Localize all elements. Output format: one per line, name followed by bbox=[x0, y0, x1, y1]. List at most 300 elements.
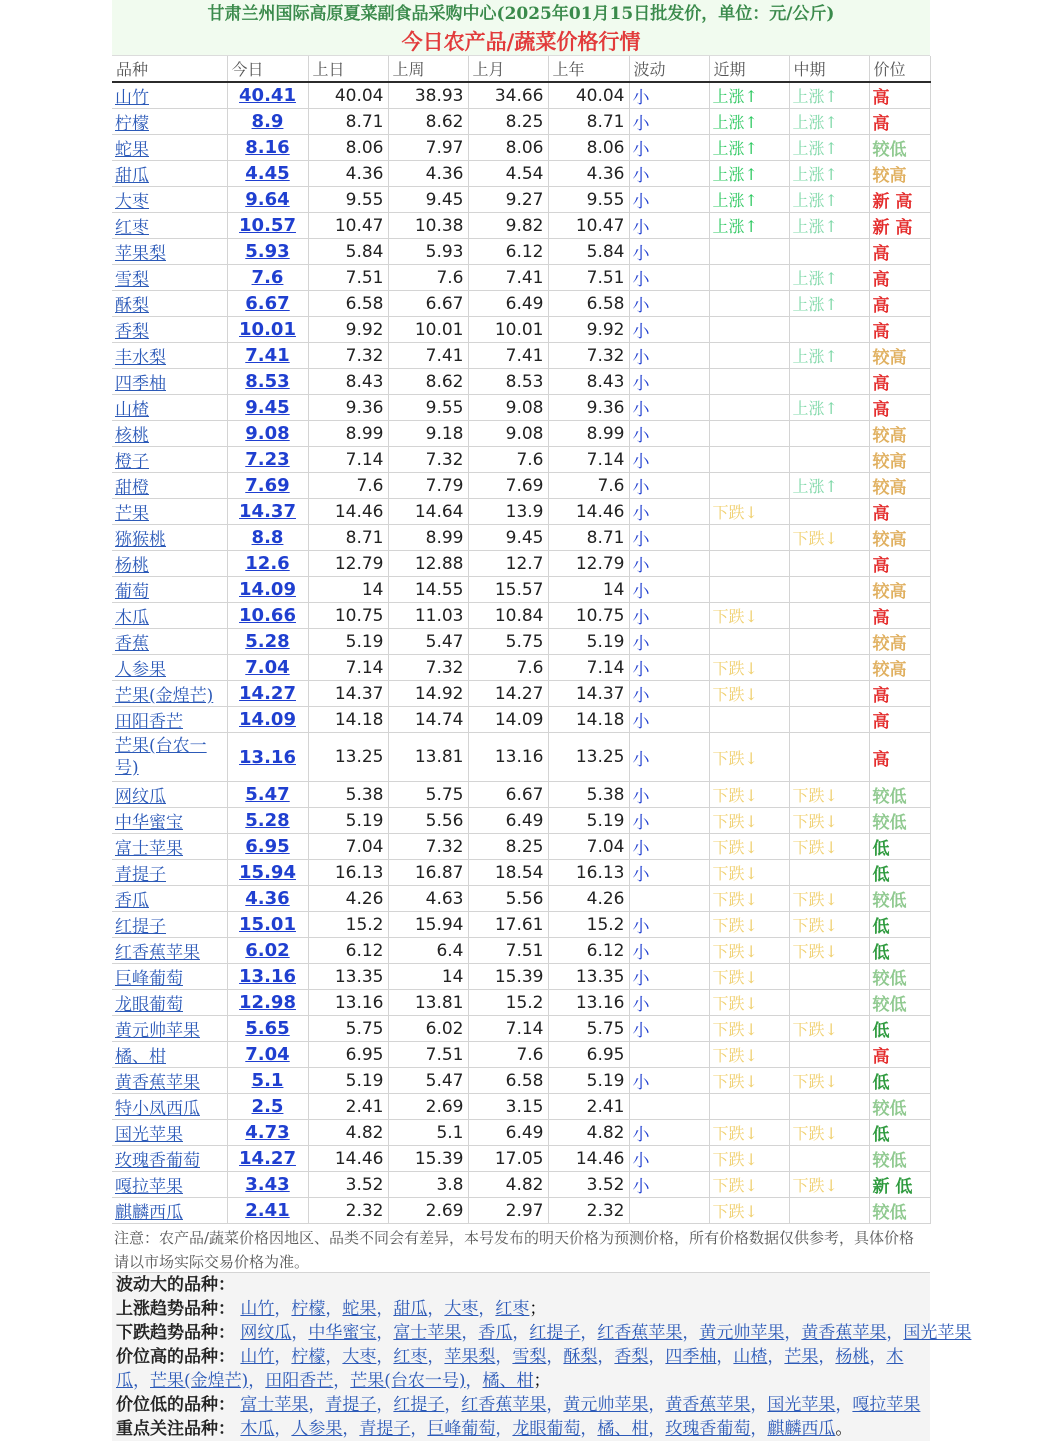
col-header-near-trend: 近期 bbox=[709, 56, 789, 82]
summary-row: 价位高的品种： 山竹，柠檬，大枣，红枣，苹果梨，雪梨，酥梨，香梨，四季柚，山楂，芒果，杨桃，木瓜，芒果(金煌芒)，田阳香芒，芒果(台农一号)，橘、柑； bbox=[116, 1347, 904, 1391]
summary-item-link[interactable]: 橘、柑 bbox=[597, 1419, 649, 1439]
near-term-trend: 下跌↓ bbox=[709, 1042, 789, 1068]
today-price-link[interactable]: 7.04 bbox=[245, 657, 290, 678]
product-name-link[interactable]: 红枣 bbox=[115, 218, 149, 238]
today-price-cell bbox=[227, 499, 308, 525]
product-name-link[interactable]: 红提子 bbox=[115, 917, 166, 937]
prev-month-price: 8.06 bbox=[468, 135, 548, 161]
summary-item-link[interactable]: 芒果(金煌芒) bbox=[150, 1371, 249, 1391]
product-name-link[interactable]: 麒麟西瓜 bbox=[115, 1203, 183, 1223]
price-level-badge: 高 bbox=[869, 291, 930, 317]
summary-item-link[interactable]: 雪梨 bbox=[512, 1347, 547, 1367]
product-name-cell bbox=[112, 161, 227, 187]
prev-day-price: 5.19 bbox=[308, 1068, 388, 1094]
today-price-link[interactable]: 4.36 bbox=[245, 888, 290, 909]
prev-day-price: 10.75 bbox=[308, 603, 388, 629]
today-price-link[interactable]: 9.64 bbox=[245, 189, 290, 210]
near-term-trend: 下跌↓ bbox=[709, 1146, 789, 1172]
product-name-link[interactable]: 山竹 bbox=[115, 88, 149, 108]
product-name-link[interactable]: 黄元帅苹果 bbox=[115, 1021, 200, 1041]
volatility-value: 小 bbox=[629, 964, 709, 990]
prev-day-price: 5.19 bbox=[308, 808, 388, 834]
summary-item-link[interactable]: 香瓜 bbox=[478, 1323, 513, 1343]
prev-week-price: 7.51 bbox=[388, 1042, 468, 1068]
product-name-link[interactable]: 柠檬 bbox=[115, 114, 149, 134]
today-price-cell bbox=[227, 291, 308, 317]
today-price-link[interactable]: 10.01 bbox=[239, 319, 296, 340]
summary-item-link[interactable]: 国光苹果 bbox=[767, 1395, 836, 1415]
today-price-link[interactable]: 9.45 bbox=[245, 397, 290, 418]
today-price-link[interactable]: 2.5 bbox=[251, 1096, 284, 1117]
col-header-volatility: 波动 bbox=[629, 56, 709, 82]
table-row bbox=[112, 1042, 930, 1068]
summary-item-link[interactable]: 香梨 bbox=[614, 1347, 649, 1367]
summary-item-link[interactable]: 红香蕉苹果 bbox=[597, 1323, 683, 1343]
today-price-link[interactable]: 7.41 bbox=[245, 345, 290, 366]
mid-term-trend: 上涨↑ bbox=[789, 187, 869, 213]
table-row bbox=[112, 733, 930, 782]
today-price-link[interactable]: 5.93 bbox=[245, 241, 290, 262]
product-name-link[interactable]: 杨桃 bbox=[115, 556, 149, 576]
today-price-cell bbox=[227, 707, 308, 733]
product-name-link[interactable]: 红香蕉苹果 bbox=[115, 943, 200, 963]
summary-item-link[interactable]: 大枣 bbox=[444, 1299, 479, 1319]
summary-item-link[interactable]: 橘、柑 bbox=[482, 1371, 534, 1391]
prev-month-price: 3.15 bbox=[468, 1094, 548, 1120]
product-name-cell bbox=[112, 265, 227, 291]
today-price-cell bbox=[227, 577, 308, 603]
today-price-cell bbox=[227, 938, 308, 964]
table-row bbox=[112, 860, 930, 886]
mid-term-trend: 上涨↑ bbox=[789, 291, 869, 317]
product-name-link[interactable]: 木瓜 bbox=[115, 608, 149, 628]
product-name-link[interactable]: 甜瓜 bbox=[115, 166, 149, 186]
today-price-link[interactable]: 7.6 bbox=[251, 267, 284, 288]
prev-day-price: 13.35 bbox=[308, 964, 388, 990]
volatility-value: 小 bbox=[629, 782, 709, 808]
product-name-link[interactable]: 甜橙 bbox=[115, 478, 149, 498]
summary-item-link[interactable]: 网纹瓜 bbox=[240, 1323, 292, 1343]
prev-month-price: 6.12 bbox=[468, 239, 548, 265]
summary-item-link[interactable]: 山竹 bbox=[240, 1299, 275, 1319]
near-term-trend: 下跌↓ bbox=[709, 912, 789, 938]
mid-term-trend: 上涨↑ bbox=[789, 473, 869, 499]
volatility-value: 小 bbox=[629, 990, 709, 1016]
prev-day-price: 16.13 bbox=[308, 860, 388, 886]
price-level-badge: 较低 bbox=[869, 964, 930, 990]
today-price-cell bbox=[227, 421, 308, 447]
mid-term-trend: 上涨↑ bbox=[789, 135, 869, 161]
summary-item-link[interactable]: 黄元帅苹果 bbox=[699, 1323, 785, 1343]
today-price-link[interactable]: 4.45 bbox=[245, 163, 290, 184]
prev-week-price: 2.69 bbox=[388, 1198, 468, 1224]
today-price-cell bbox=[227, 733, 308, 782]
today-price-link[interactable]: 7.04 bbox=[245, 1044, 290, 1065]
summary-item-link[interactable]: 大枣 bbox=[342, 1347, 377, 1367]
today-price-link[interactable]: 40.41 bbox=[239, 85, 296, 106]
summary-item-link[interactable]: 龙眼葡萄 bbox=[512, 1419, 581, 1439]
summary-item-link[interactable]: 蛇果 bbox=[342, 1299, 377, 1319]
product-name-link[interactable]: 香蕉 bbox=[115, 634, 149, 654]
market-title: 甘肃兰州国际高原夏菜副食品采购中心(2025年01月15日批发价，单位：元/公斤) bbox=[207, 4, 835, 24]
summary-item-link[interactable]: 柠檬 bbox=[291, 1347, 326, 1367]
product-name-cell bbox=[112, 1042, 227, 1068]
prev-day-price: 7.51 bbox=[308, 265, 388, 291]
near-term-trend: 下跌↓ bbox=[709, 603, 789, 629]
summary-item-link[interactable]: 青提子 bbox=[359, 1419, 411, 1439]
table-row bbox=[112, 629, 930, 655]
today-price-link[interactable]: 6.67 bbox=[245, 293, 290, 314]
product-name-link[interactable]: 田阳香芒 bbox=[115, 712, 183, 732]
today-price-link[interactable]: 15.01 bbox=[239, 914, 296, 935]
prev-month-price: 9.08 bbox=[468, 421, 548, 447]
prev-day-price: 9.36 bbox=[308, 395, 388, 421]
prev-day-price: 8.71 bbox=[308, 109, 388, 135]
prev-week-price: 5.56 bbox=[388, 808, 468, 834]
product-name-link[interactable]: 香瓜 bbox=[115, 891, 149, 911]
near-term-trend: 下跌↓ bbox=[709, 1172, 789, 1198]
today-price-cell bbox=[227, 964, 308, 990]
product-name-link[interactable]: 山楂 bbox=[115, 400, 149, 420]
summary-item-link[interactable]: 木瓜 bbox=[240, 1419, 275, 1439]
price-level-badge: 较低 bbox=[869, 808, 930, 834]
today-price-link[interactable]: 5.47 bbox=[245, 784, 290, 805]
prev-day-price: 13.25 bbox=[308, 733, 388, 782]
mid-term-trend: 上涨↑ bbox=[789, 213, 869, 239]
today-price-link[interactable]: 6.02 bbox=[245, 940, 290, 961]
price-level-badge: 高 bbox=[869, 265, 930, 291]
summary-item-link[interactable]: 中华蜜宝 bbox=[308, 1323, 377, 1343]
summary-item-link[interactable]: 富士苹果 bbox=[393, 1323, 462, 1343]
mid-term-trend: 下跌↓ bbox=[789, 808, 869, 834]
product-name-link[interactable]: 雪梨 bbox=[115, 270, 149, 290]
summary-item-link[interactable]: 红枣 bbox=[393, 1347, 428, 1367]
product-name-link[interactable]: 苹果梨 bbox=[115, 244, 166, 264]
summary-label: 下跌趋势品种： bbox=[116, 1323, 235, 1343]
today-price-cell bbox=[227, 834, 308, 860]
product-name-cell bbox=[112, 808, 227, 834]
today-price-link[interactable]: 10.57 bbox=[239, 215, 296, 236]
price-level-badge: 较高 bbox=[869, 473, 930, 499]
today-price-link[interactable]: 8.9 bbox=[251, 111, 284, 132]
product-name-link[interactable]: 蛇果 bbox=[115, 140, 149, 160]
summary-row: 重点关注品种： 木瓜，人参果，青提子，巨峰葡萄，龙眼葡萄，橘、柑，玫瑰香葡萄，麒麟西瓜。 bbox=[116, 1419, 853, 1439]
table-row bbox=[112, 369, 930, 395]
summary-item-link[interactable]: 田阳香芒 bbox=[265, 1371, 334, 1391]
mid-term-trend: 上涨↑ bbox=[789, 161, 869, 187]
mid-term-trend bbox=[789, 733, 869, 782]
product-name-link[interactable]: 猕猴桃 bbox=[115, 530, 166, 550]
today-price-cell bbox=[227, 213, 308, 239]
summary-item-link[interactable]: 木瓜 bbox=[116, 1347, 904, 1391]
summary-label: 价位低的品种： bbox=[116, 1395, 235, 1415]
today-price-cell bbox=[227, 135, 308, 161]
today-price-link[interactable]: 14.09 bbox=[239, 579, 296, 600]
prev-week-price: 7.32 bbox=[388, 447, 468, 473]
summary-item-link[interactable]: 酥梨 bbox=[563, 1347, 598, 1367]
today-price-link[interactable]: 13.16 bbox=[239, 746, 296, 768]
today-price-cell bbox=[227, 655, 308, 681]
prev-week-price: 13.81 bbox=[388, 733, 468, 782]
mid-term-trend: 下跌↓ bbox=[789, 1068, 869, 1094]
prev-month-price: 6.49 bbox=[468, 1120, 548, 1146]
today-price-link[interactable]: 13.16 bbox=[239, 966, 296, 987]
price-level-badge: 低 bbox=[869, 1120, 930, 1146]
today-price-link[interactable]: 9.08 bbox=[245, 423, 290, 444]
summary-item-link[interactable]: 芒果(台农一号) bbox=[350, 1371, 466, 1391]
product-name-link[interactable]: 葡萄 bbox=[115, 582, 149, 602]
table-row bbox=[112, 473, 930, 499]
table-row bbox=[112, 1172, 930, 1198]
mid-term-trend: 下跌↓ bbox=[789, 782, 869, 808]
product-name-link[interactable]: 人参果 bbox=[115, 660, 166, 680]
table-row bbox=[112, 161, 930, 187]
col-header-today: 今日 bbox=[227, 56, 308, 82]
product-name-link[interactable]: 网纹瓜 bbox=[115, 787, 166, 807]
near-term-trend: 下跌↓ bbox=[709, 733, 789, 782]
today-price-link[interactable]: 12.6 bbox=[245, 553, 290, 574]
prev-week-price: 15.94 bbox=[388, 912, 468, 938]
summary-item-link[interactable]: 柠檬 bbox=[291, 1299, 326, 1319]
mid-term-trend bbox=[789, 447, 869, 473]
table-row bbox=[112, 187, 930, 213]
prev-day-price: 9.55 bbox=[308, 187, 388, 213]
today-price-link[interactable]: 8.8 bbox=[251, 527, 284, 548]
prev-day-price: 8.06 bbox=[308, 135, 388, 161]
summary-item-link[interactable]: 四季柚 bbox=[665, 1347, 717, 1367]
today-price-link[interactable]: 14.37 bbox=[239, 501, 296, 522]
today-price-link[interactable]: 12.98 bbox=[239, 992, 296, 1013]
prev-month-price: 6.67 bbox=[468, 782, 548, 808]
prev-year-price: 2.41 bbox=[548, 1094, 629, 1120]
prev-day-price: 5.84 bbox=[308, 239, 388, 265]
prev-day-price: 14.37 bbox=[308, 681, 388, 707]
prev-year-price: 7.51 bbox=[548, 265, 629, 291]
price-level-badge: 较高 bbox=[869, 447, 930, 473]
price-level-badge: 新 高 bbox=[869, 213, 930, 239]
summary-item-link[interactable]: 红提子 bbox=[393, 1395, 445, 1415]
volatility-value: 小 bbox=[629, 343, 709, 369]
near-term-trend: 下跌↓ bbox=[709, 1198, 789, 1224]
price-level-badge: 高 bbox=[869, 109, 930, 135]
near-term-trend: 下跌↓ bbox=[709, 499, 789, 525]
product-name-link[interactable]: 丰水梨 bbox=[115, 348, 166, 368]
product-name-link[interactable]: 芒果 bbox=[115, 504, 149, 524]
prev-month-price: 7.51 bbox=[468, 938, 548, 964]
price-level-badge: 低 bbox=[869, 1016, 930, 1042]
product-name-link[interactable]: 富士苹果 bbox=[115, 839, 183, 859]
today-price-link[interactable]: 8.53 bbox=[245, 371, 290, 392]
table-row bbox=[112, 1146, 930, 1172]
prev-month-price: 7.14 bbox=[468, 1016, 548, 1042]
product-name-cell bbox=[112, 135, 227, 161]
volatility-value: 小 bbox=[629, 733, 709, 782]
near-term-trend bbox=[709, 1094, 789, 1120]
today-price-link[interactable]: 7.23 bbox=[245, 449, 290, 470]
volatility-value: 小 bbox=[629, 603, 709, 629]
product-name-link[interactable]: 嘎拉苹果 bbox=[115, 1177, 183, 1197]
summary-item-link[interactable]: 苹果梨 bbox=[444, 1347, 496, 1367]
product-name-link[interactable]: 玫瑰香葡萄 bbox=[115, 1151, 200, 1171]
today-price-link[interactable]: 14.27 bbox=[239, 1148, 296, 1169]
summary-item-link[interactable]: 山楂 bbox=[733, 1347, 768, 1367]
summary-item-link[interactable]: 玫瑰香葡萄 bbox=[665, 1419, 751, 1439]
summary-item-link[interactable]: 杨桃 bbox=[835, 1347, 870, 1367]
table-row bbox=[112, 421, 930, 447]
today-price-link[interactable]: 3.43 bbox=[245, 1174, 290, 1195]
today-price-link[interactable]: 5.65 bbox=[245, 1018, 290, 1039]
summary-item-link[interactable]: 红枣 bbox=[495, 1299, 530, 1319]
prev-year-price: 6.58 bbox=[548, 291, 629, 317]
summary-row: 价位低的品种： 富士苹果，青提子，红提子，红香蕉苹果，黄元帅苹果，黄香蕉苹果，国光苹果，嘎拉苹果 bbox=[116, 1395, 921, 1415]
today-price-link[interactable]: 8.16 bbox=[245, 137, 290, 158]
product-name-link[interactable]: 酥梨 bbox=[115, 296, 149, 316]
product-name-cell bbox=[112, 629, 227, 655]
table-row bbox=[112, 317, 930, 343]
product-name-link[interactable]: 橙子 bbox=[115, 452, 149, 472]
today-price-link[interactable]: 7.69 bbox=[245, 475, 290, 496]
product-name-link[interactable]: 大枣 bbox=[115, 192, 149, 212]
summary-item-link[interactable]: 青提子 bbox=[325, 1395, 377, 1415]
prev-year-price: 12.79 bbox=[548, 551, 629, 577]
price-level-badge: 高 bbox=[869, 733, 930, 782]
today-price-link[interactable]: 5.28 bbox=[245, 631, 290, 652]
product-name-link[interactable]: 香梨 bbox=[115, 322, 149, 342]
prev-month-price: 4.54 bbox=[468, 161, 548, 187]
summary-item-link[interactable]: 黄香蕉苹果 bbox=[801, 1323, 887, 1343]
today-price-cell bbox=[227, 265, 308, 291]
product-name-link[interactable]: 芒果(台农一号) bbox=[115, 736, 207, 778]
prev-week-price: 15.39 bbox=[388, 1146, 468, 1172]
summary-item-link[interactable]: 红香蕉苹果 bbox=[461, 1395, 547, 1415]
summary-item-link[interactable]: 黄香蕉苹果 bbox=[665, 1395, 751, 1415]
today-price-link[interactable]: 14.09 bbox=[239, 709, 296, 730]
prev-week-price: 11.03 bbox=[388, 603, 468, 629]
price-level-badge: 较低 bbox=[869, 135, 930, 161]
today-price-cell bbox=[227, 473, 308, 499]
prev-month-price: 10.84 bbox=[468, 603, 548, 629]
summary-item-link[interactable]: 嘎拉苹果 bbox=[852, 1395, 921, 1415]
mid-term-trend bbox=[789, 603, 869, 629]
summary-item-link[interactable]: 黄元帅苹果 bbox=[563, 1395, 649, 1415]
prev-year-price: 9.55 bbox=[548, 187, 629, 213]
summary-item-link[interactable]: 富士苹果 bbox=[240, 1395, 309, 1415]
near-term-trend: 下跌↓ bbox=[709, 681, 789, 707]
today-price-link[interactable]: 10.66 bbox=[239, 605, 296, 626]
today-price-link[interactable]: 15.94 bbox=[239, 862, 296, 883]
product-name-link[interactable]: 龙眼葡萄 bbox=[115, 995, 183, 1015]
product-name-link[interactable]: 四季柚 bbox=[115, 374, 166, 394]
product-name-link[interactable]: 黄香蕉苹果 bbox=[115, 1073, 200, 1093]
today-price-link[interactable]: 2.41 bbox=[245, 1200, 290, 1221]
mid-term-trend bbox=[789, 239, 869, 265]
col-header-prev-year: 上年 bbox=[548, 56, 629, 82]
today-price-cell bbox=[227, 808, 308, 834]
table-row bbox=[112, 655, 930, 681]
summary-item-link[interactable]: 国光苹果 bbox=[903, 1323, 972, 1343]
today-price-cell bbox=[227, 239, 308, 265]
summary-item-link[interactable]: 芒果 bbox=[784, 1347, 819, 1367]
prev-year-price: 7.6 bbox=[548, 473, 629, 499]
today-price-cell bbox=[227, 161, 308, 187]
product-name-link[interactable]: 中华蜜宝 bbox=[115, 813, 183, 833]
prev-week-price: 9.18 bbox=[388, 421, 468, 447]
volatility-value bbox=[629, 1042, 709, 1068]
today-price-link[interactable]: 5.1 bbox=[251, 1070, 284, 1091]
summary-item-link[interactable]: 甜瓜 bbox=[393, 1299, 428, 1319]
near-term-trend: 上涨↑ bbox=[709, 109, 789, 135]
prev-month-price: 2.97 bbox=[468, 1198, 548, 1224]
mid-term-trend bbox=[789, 990, 869, 1016]
product-name-link[interactable]: 橘、柑 bbox=[115, 1047, 166, 1067]
product-name-link[interactable]: 巨峰葡萄 bbox=[115, 969, 183, 989]
prev-week-price: 7.97 bbox=[388, 135, 468, 161]
mid-term-trend bbox=[789, 317, 869, 343]
product-name-cell bbox=[112, 82, 227, 109]
prev-year-price: 14.18 bbox=[548, 707, 629, 733]
table-row bbox=[112, 109, 930, 135]
product-name-link[interactable]: 国光苹果 bbox=[115, 1125, 183, 1145]
product-name-cell bbox=[112, 213, 227, 239]
near-term-trend: 下跌↓ bbox=[709, 990, 789, 1016]
volatility-value: 小 bbox=[629, 1068, 709, 1094]
product-name-link[interactable]: 核桃 bbox=[115, 426, 149, 446]
today-price-link[interactable]: 5.28 bbox=[245, 810, 290, 831]
summary-item-link[interactable]: 山竹 bbox=[240, 1347, 275, 1367]
product-name-cell bbox=[112, 964, 227, 990]
price-level-badge: 较低 bbox=[869, 1094, 930, 1120]
product-name-link[interactable]: 青提子 bbox=[115, 865, 166, 885]
table-row bbox=[112, 343, 930, 369]
summary-item-link[interactable]: 巨峰葡萄 bbox=[427, 1419, 496, 1439]
near-term-trend: 下跌↓ bbox=[709, 860, 789, 886]
prev-day-price: 8.99 bbox=[308, 421, 388, 447]
summary-item-link[interactable]: 人参果 bbox=[291, 1419, 343, 1439]
summary-item-link[interactable]: 红提子 bbox=[529, 1323, 581, 1343]
today-price-cell bbox=[227, 317, 308, 343]
prev-year-price: 7.14 bbox=[548, 447, 629, 473]
today-price-link[interactable]: 6.95 bbox=[245, 836, 290, 857]
disclaimer-note: 注意：农产品/蔬菜价格因地区、品类不同会有差异，本号发布的明天价格为预测价格，所有价格数据仅供参考，具体价格请以市场实际交易价格为准。 bbox=[112, 1224, 930, 1273]
mid-term-trend: 下跌↓ bbox=[789, 1172, 869, 1198]
table-row bbox=[112, 990, 930, 1016]
prev-day-price: 6.12 bbox=[308, 938, 388, 964]
volatility-value: 小 bbox=[629, 499, 709, 525]
prev-day-price: 6.95 bbox=[308, 1042, 388, 1068]
col-header-prev-day: 上日 bbox=[308, 56, 388, 82]
product-name-cell bbox=[112, 707, 227, 733]
today-price-link[interactable]: 14.27 bbox=[239, 683, 296, 704]
product-name-link[interactable]: 芒果(金煌芒) bbox=[115, 686, 214, 706]
today-price-cell bbox=[227, 1172, 308, 1198]
price-level-badge: 较高 bbox=[869, 421, 930, 447]
today-price-link[interactable]: 4.73 bbox=[245, 1122, 290, 1143]
volatility-value: 小 bbox=[629, 681, 709, 707]
near-term-trend bbox=[709, 369, 789, 395]
prev-week-price: 2.69 bbox=[388, 1094, 468, 1120]
summary-item-link[interactable]: 麒麟西瓜 bbox=[767, 1419, 836, 1439]
prev-day-price: 4.36 bbox=[308, 161, 388, 187]
table-row bbox=[112, 213, 930, 239]
product-name-link[interactable]: 特小凤西瓜 bbox=[115, 1099, 200, 1119]
today-price-cell bbox=[227, 603, 308, 629]
product-name-cell bbox=[112, 1068, 227, 1094]
table-row bbox=[112, 681, 930, 707]
prev-year-price: 6.95 bbox=[548, 1042, 629, 1068]
prev-week-price: 10.01 bbox=[388, 317, 468, 343]
summary-row: 下跌趋势品种： 网纹瓜，中华蜜宝，富士苹果，香瓜，红提子，红香蕉苹果，黄元帅苹果，黄香蕉苹果，国光苹果 bbox=[116, 1323, 972, 1343]
price-level-badge: 较高 bbox=[869, 343, 930, 369]
